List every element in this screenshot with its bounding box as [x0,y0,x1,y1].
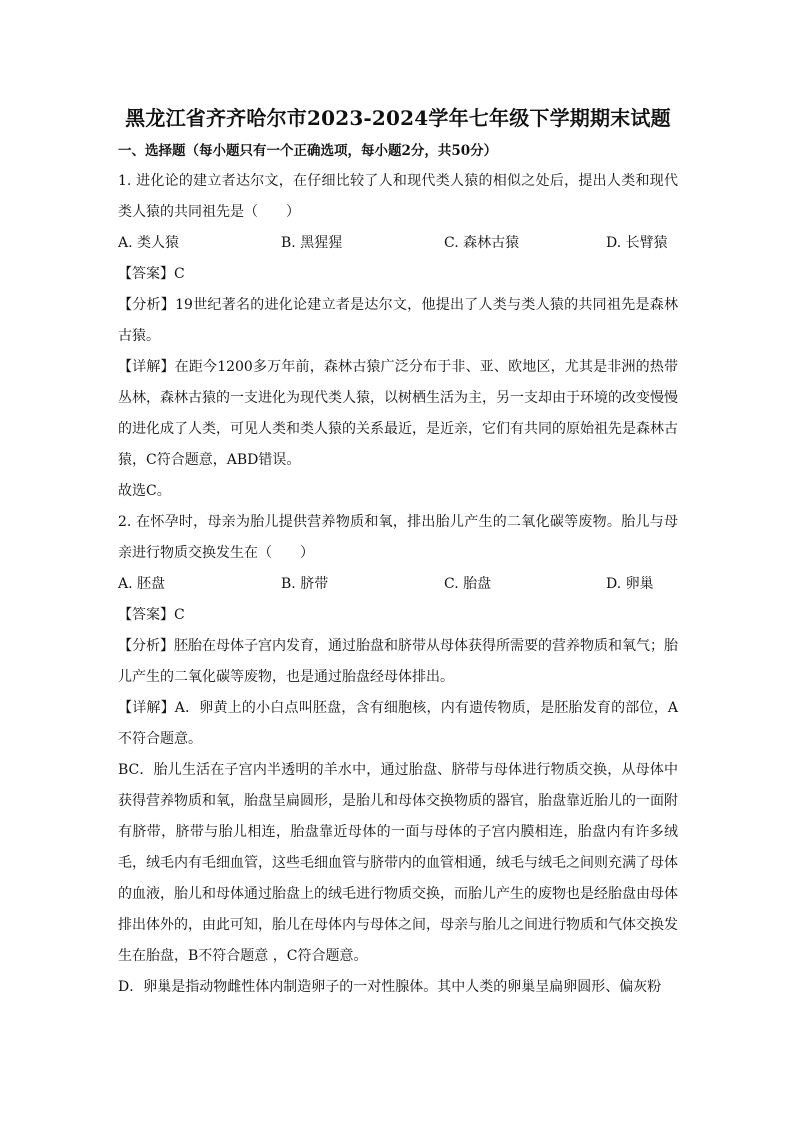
question-1-option-c: C. 森林古猿 [444,235,520,251]
question-1-option-b: B. 黑猩猩 [281,235,343,251]
question-2-analysis: 【分析】胚胎在母体子宫内发育，通过胎盘和脐带从母体获得所需要的营养物质和氧气；胎儿产生的二氧化碳等废物，也是通过胎盘经母体排出。 [118,638,678,685]
question-2-option-b: B. 脐带 [281,576,329,592]
question-1-option-d: D. 长臂猿 [606,235,668,251]
question-2-options [118,569,678,600]
question-1-option-a: A. 类人猿 [118,235,180,251]
question-1-detail: 【详解】在距今1200多万年前，森林古猿广泛分布于非、亚、欧地区，尤其是非洲的热带丛林，森林古猿的一支进化为现代类人猿，以树栖生活为主，另一支却由于环境的改变慢慢的进化成了人类，可见人类和类人猿的关系最近，是近亲，它们有共同的原始祖先是森林古猿，C符合题意，ABD错误。 [118,359,678,468]
question-2-detail-a: 【详解】A．卵黄上的小白点叫胚盘，含有细胞核，内有遗传物质，是胚胎发育的部位，A不符合题意。 [118,700,678,747]
question-2-option-a: A. 胚盘 [118,576,166,592]
question-2 [118,507,678,1003]
question-1 [118,166,678,507]
question-2-option-c: C. 胎盘 [444,576,492,592]
question-1-stem: 1. 进化论的建立者达尔文，在仔细比较了人和现代类人猿的相似之处后，提出人类和现代类人猿的共同祖先是（ ） [118,173,678,220]
question-1-options [118,228,678,259]
question-2-detail-bc: BC．胎儿生活在子宫内半透明的羊水中，通过胎盘、脐带与母体进行物质交换，从母体中获得营养物质和氧，胎盘呈扁圆形，是胎儿和母体交换物质的器官，胎盘靠近胎儿的一面附有脐带，脐带与胎儿相连，胎盘靠近母体的一面与母体的子宫内膜相连，胎盘内有许多绒毛，绒毛内有毛细血管，这些毛细血管与脐带内的血管相通，绒毛与绒毛之间则充满了母体的血液，胎儿和母体通过胎盘上的绒毛进行物质交换，而胎儿产生的废物也是经胎盘由母体排出体外的，由此可知，胎儿在母体内与母体之间，母亲与胎儿之间进行物质和气体交换发生在胎盘，B不符合题意 ，C符合题意。 [118,762,678,964]
question-2-option-d: D. 卵巢 [606,576,654,592]
question-2-stem: 2. 在怀孕时，母亲为胎儿提供营养物质和氧，排出胎儿产生的二氧化碳等废物。胎儿与母亲进行物质交换发生在（ ） [118,514,678,561]
section-heading: 一、选择题（每小题只有一个正确选项，每小题2分，共50分） [118,143,498,159]
question-1-analysis: 【分析】19世纪著名的进化论建立者是达尔文，他提出了人类与类人猿的共同祖先是森林古猿。 [118,297,678,344]
question-2-detail-d: D．卵巢是指动物雌性体内制造卵子的一对性腺体。其中人类的卵巢呈扁卵圆形、偏灰粉 [118,979,662,995]
exam-title: 黑龙江省齐齐哈尔市2023-2024学年七年级下学期期末试题 [125,106,671,130]
question-1-conclusion: 故选C。 [118,483,171,499]
exam-page [118,98,678,1003]
question-2-answer: 【答案】C [118,607,185,623]
question-1-answer: 【答案】C [118,266,185,282]
